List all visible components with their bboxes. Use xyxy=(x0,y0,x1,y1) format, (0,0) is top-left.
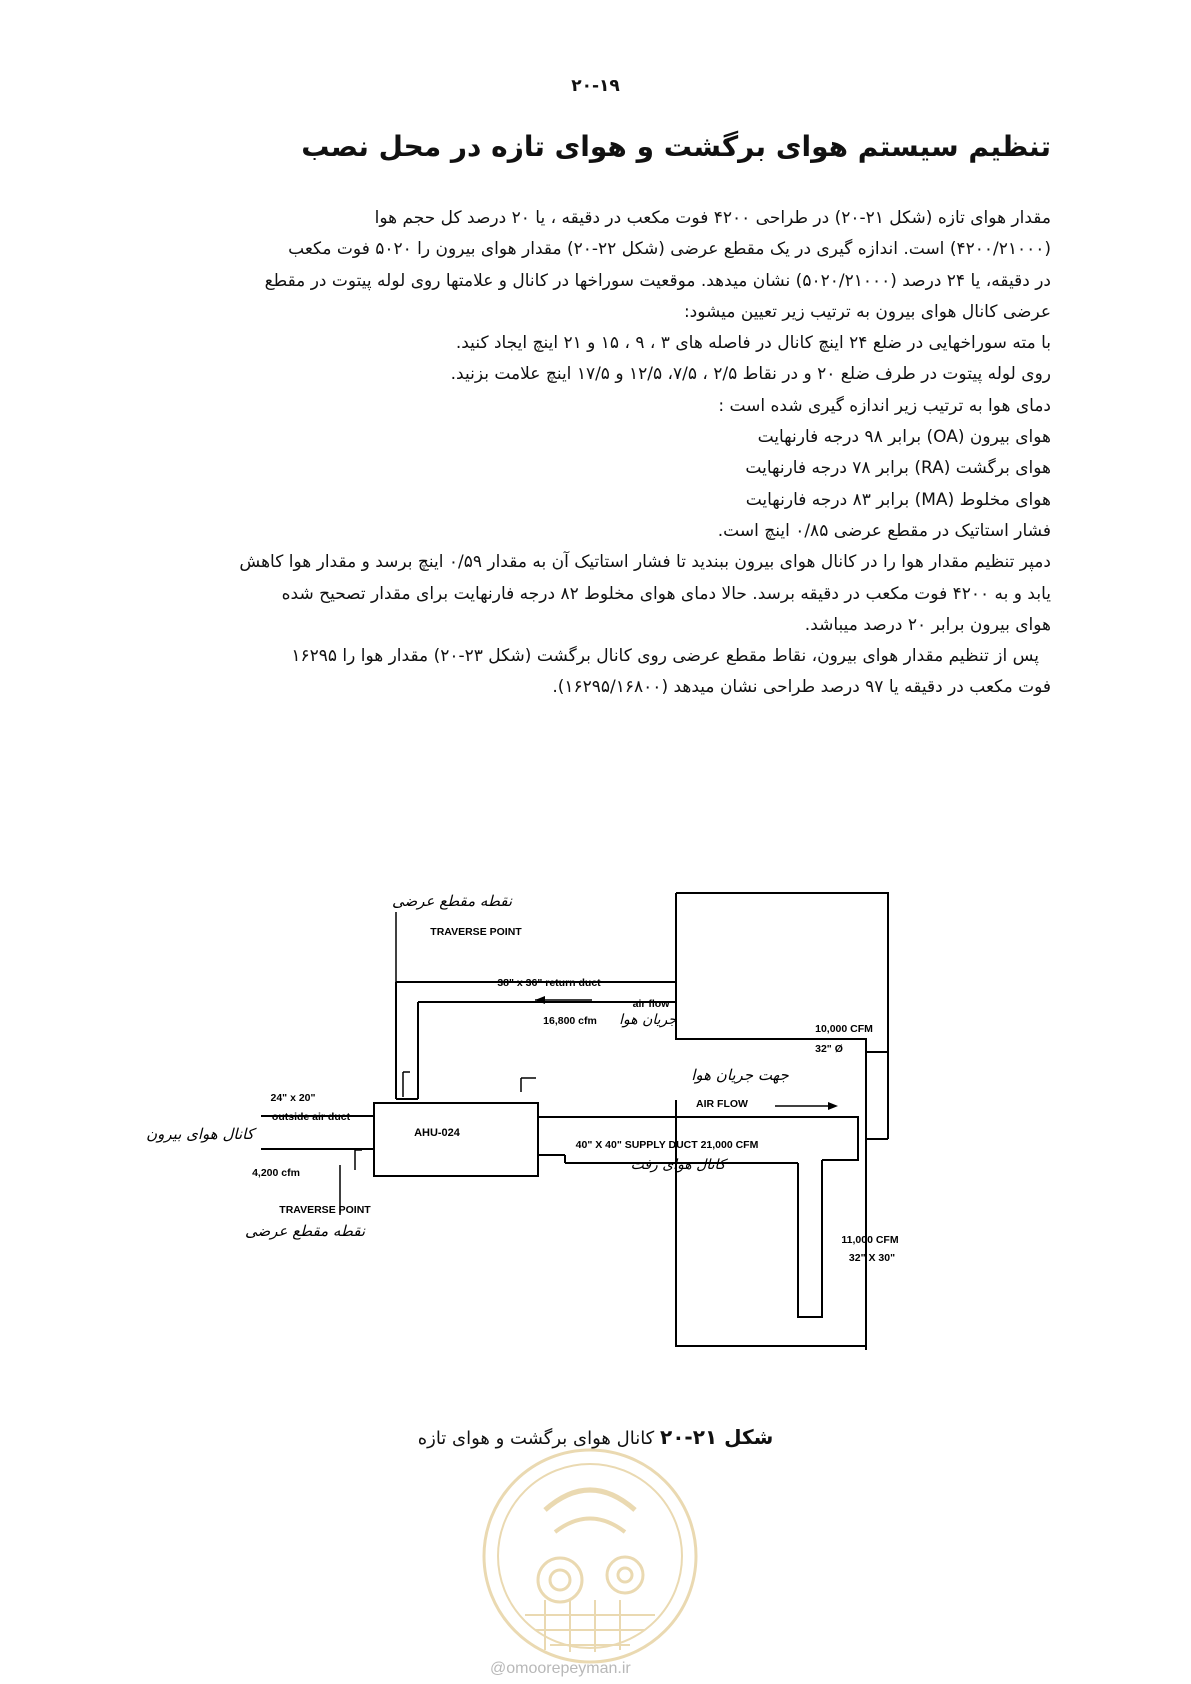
body-line: پس از تنظیم مقدار هوای بیرون، نقاط مقطع عرضی روی کانال برگشت (شکل ۲۳-۲۰) مقدار هوا را ۱۶۲۹۵ xyxy=(291,646,1039,667)
airflow-direction-fa: جهت جریان هوا xyxy=(691,1066,789,1084)
return-air-flow-label: air flow xyxy=(632,998,670,1010)
body-line: هوای برگشت (RA) برابر ۷۸ درجه فارنهایت xyxy=(745,458,1051,479)
supply-duct-fa: کانال هوای رفت xyxy=(630,1157,726,1173)
body-line: دمپر تنظیم مقدار هوا را در کانال هوای بیرون ببندید تا فشار استاتیک آن به مقدار ۰/۵۹ اینچ برسد و مقدار هوا کاهش xyxy=(239,552,1051,573)
watermark-text: @omoorepeyman.ir xyxy=(490,1660,631,1677)
page-number: ۲۰-۱۹ xyxy=(571,76,620,96)
body-line: فشار استاتیک در مقطع عرضی ۰/۸۵ اینچ است. xyxy=(717,520,1051,541)
body-line: روی لوله پیتوت در طرف ضلع ۲۰ و در نقاط ۲/۵ ، ۷/۵، ۱۲/۵ و ۱۷/۵ اینچ علامت بزنید. xyxy=(450,364,1051,385)
supply-duct-label: 40" X 40" SUPPLY DUCT 21,000 CFM xyxy=(575,1139,759,1151)
size-top: 32" Ø xyxy=(815,1043,843,1055)
body-line: در دقیقه، یا ۲۴ درصد (۵۰۲۰/۲۱۰۰۰) نشان میدهد. موقعیت سوراخها در کانال و علامتها روی لوله پیتوت در مقطع xyxy=(264,270,1051,291)
duct-diagram xyxy=(140,880,1060,1360)
body-line: هوای بیرون (OA) برابر ۹۸ درجه فارنهایت xyxy=(757,427,1051,448)
cfm-top: 10,000 CFM xyxy=(815,1023,873,1035)
traverse-top-en: TRAVERSE POINT xyxy=(430,926,522,938)
oa-duct-label: outside air duct xyxy=(271,1111,351,1123)
figure-caption xyxy=(0,1425,1191,1449)
body-line: با مته سوراخهایی در ضلع ۲۴ اینچ کانال در فاصله های ۳ ، ۹ ، ۱۵ و ۲۱ اینچ ایجاد کنید. xyxy=(455,333,1051,354)
body-line: عرضی کانال هوای بیرون به ترتیب زیر تعیین میشود: xyxy=(683,301,1051,322)
body-line: یابد و به ۴۲۰۰ فوت مکعب در دقیقه برسد. حالا دمای هوای مخلوط ۸۲ درجه فارنهایت برای مقدار تصحیح شده xyxy=(281,583,1051,604)
ahu-label: AHU-024 xyxy=(414,1127,460,1139)
traverse-top-fa: نقطه مقطع عرضی xyxy=(391,892,513,910)
traverse-bottom-en: TRAVERSE POINT xyxy=(279,1204,371,1216)
body-line: فوت مکعب در دقیقه یا ۹۷ درصد طراحی نشان میدهد (۱۶۲۹۵/۱۶۸۰۰). xyxy=(552,677,1051,698)
body-line: مقدار هوای تازه (شکل ۲۱-۲۰) در طراحی ۴۲۰۰ فوت مکعب در دقیقه ، یا ۲۰ درصد کل حجم هوا xyxy=(374,208,1051,228)
oa-duct-fa: کانال هوای بیرون xyxy=(146,1125,254,1143)
return-duct-label: 38" x 36" return duct xyxy=(497,977,601,989)
body-line: هوای مخلوط (MA) برابر ۸۳ درجه فارنهایت xyxy=(745,489,1051,510)
body-line: هوای بیرون برابر ۲۰ درصد میباشد. xyxy=(804,614,1051,635)
cfm-bottom: 11,000 CFM xyxy=(841,1234,899,1246)
body-line: دمای هوا به ترتیب زیر اندازه گیری شده است : xyxy=(718,395,1051,416)
seal-watermark xyxy=(475,1440,705,1672)
body-text xyxy=(146,203,1051,704)
air-flow-fa: جریان هوا xyxy=(619,1012,677,1028)
airflow-direction-en: AIR FLOW xyxy=(696,1098,748,1110)
oa-duct-size: 24" x 20" xyxy=(270,1092,316,1104)
duct-outlines xyxy=(261,893,888,1350)
size-bottom: 32" X 30" xyxy=(848,1252,896,1264)
return-cfm: 16,800 cfm xyxy=(543,1015,597,1027)
page-title: تنظیم سیستم هوای برگشت و هوای تازه در محل نصب xyxy=(301,130,1051,163)
caption-number: شکل ۲۱-۲۰ xyxy=(660,1425,774,1449)
oa-cfm: 4,200 cfm xyxy=(252,1167,300,1179)
body-line: (۴۲۰۰/۲۱۰۰۰) است. اندازه گیری در یک مقطع عرضی (شکل ۲۲-۲۰) مقدار هوای بیرون را ۵۰۲۰ فوت مکعب xyxy=(288,239,1051,260)
traverse-bottom-fa: نقطه مقطع عرضی xyxy=(244,1222,366,1240)
caption-text: کانال هوای برگشت و هوای تازه xyxy=(417,1428,655,1449)
